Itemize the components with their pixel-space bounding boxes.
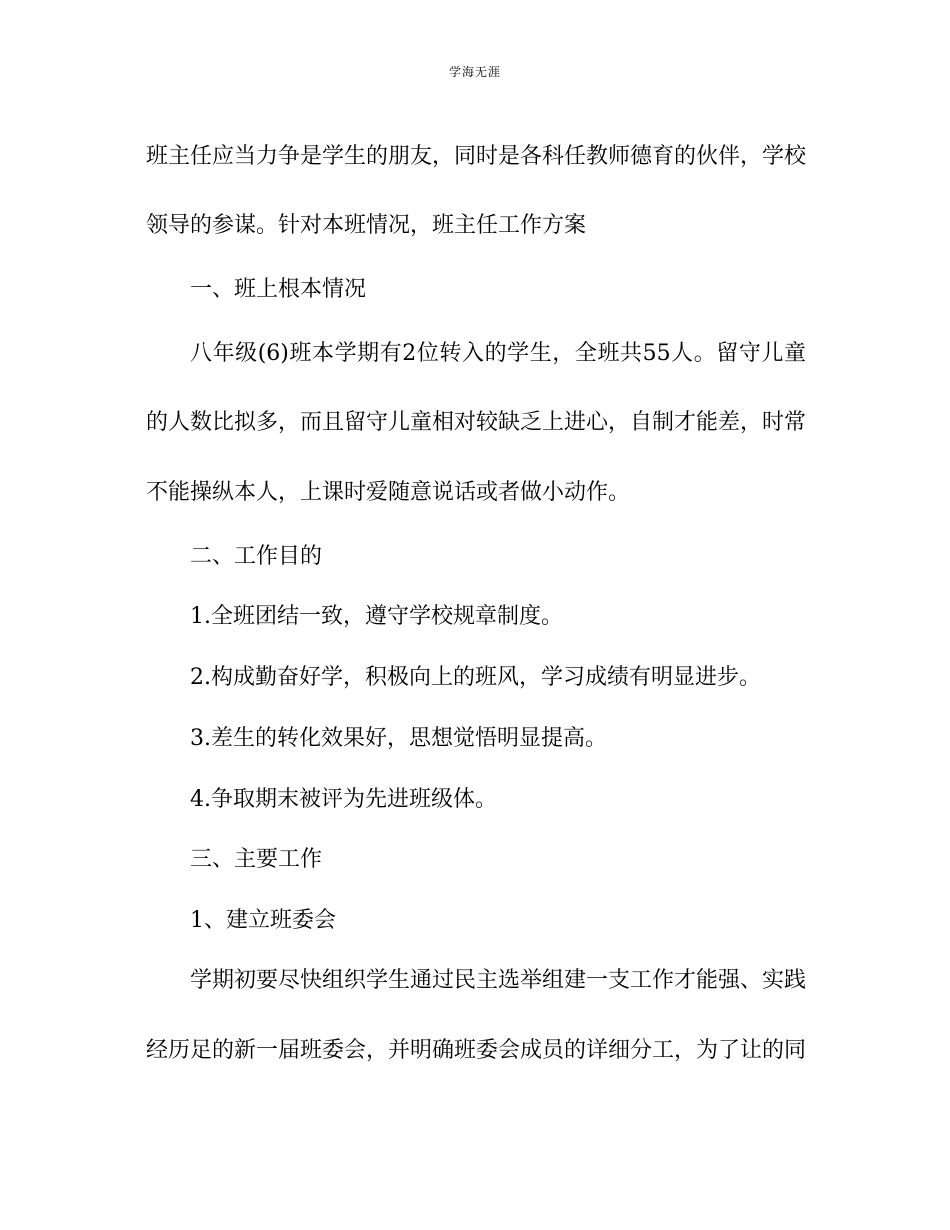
- list-item: 3.差生的转化效果好，思想觉悟明显提高。: [190, 726, 607, 751]
- paragraph-line: 经历足的新一届班委会，并明确班委会成员的详细分工，为了让的同: [146, 1038, 807, 1063]
- section-heading: 一、班上根本情况: [190, 277, 367, 302]
- paragraph-line: 八年级(6)班本学期有2位转入的学生，全班共55人。留守儿童: [190, 341, 806, 366]
- section-heading: 二、工作目的: [190, 544, 323, 569]
- subsection-heading: 1、建立班委会: [190, 908, 336, 933]
- paragraph-line: 不能操纵本人，上课时爱随意说话或者做小动作。: [146, 480, 631, 505]
- paragraph-line: 学期初要尽快组织学生通过民主选举组建一支工作才能强、实践: [190, 968, 807, 993]
- list-item: 4.争取期末被评为先进班级体。: [190, 787, 497, 812]
- list-item: 1.全班团结一致，遵守学校规章制度。: [190, 604, 563, 629]
- page-header: 学海无涯: [448, 65, 501, 79]
- paragraph-line: 领导的参谋。针对本班情况，班主任工作方案: [146, 213, 587, 238]
- section-heading: 三、主要工作: [190, 847, 323, 872]
- paragraph-line: 的人数比拟多，而且留守儿童相对较缺乏上进心，自制才能差，时常: [146, 410, 807, 435]
- paragraph-line: 班主任应当力争是学生的朋友，同时是各科任教师德育的伙伴，学校: [146, 144, 807, 169]
- list-item: 2.构成勤奋好学，积极向上的班风，学习成绩有明显进步。: [190, 665, 761, 690]
